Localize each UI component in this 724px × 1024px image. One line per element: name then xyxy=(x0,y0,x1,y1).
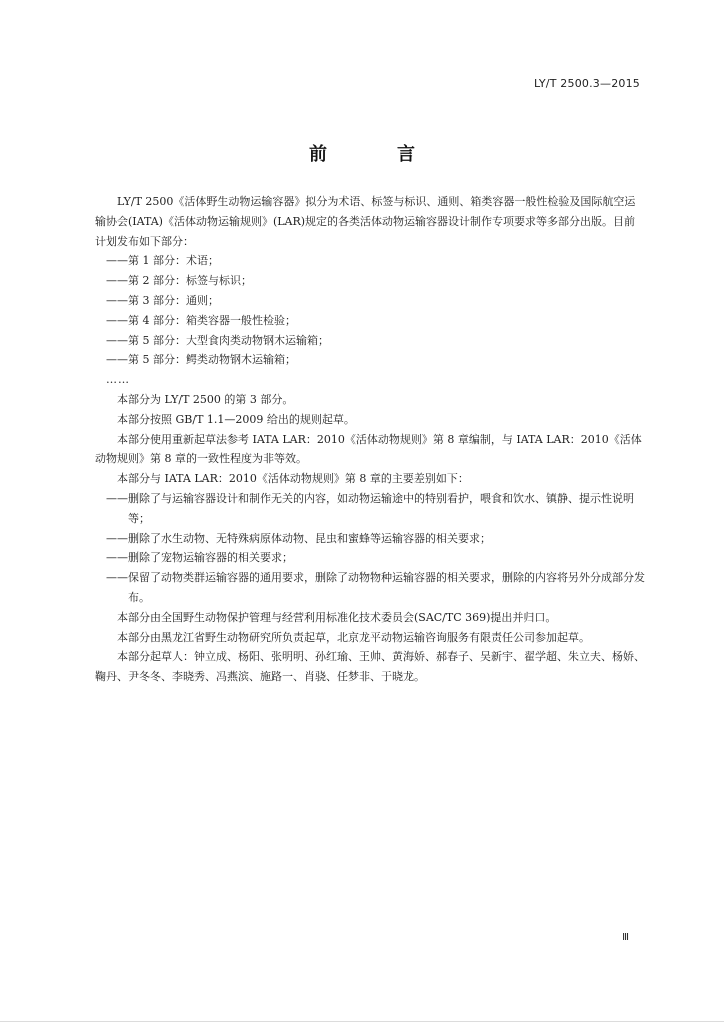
difference-list-item: ——保留了动物类群运输容器的通用要求，删除了动物物种运输容器的相关要求，删除的内容将另外分成部分发布。 xyxy=(106,571,645,604)
part-list-item: ——第 1 部分：术语； xyxy=(106,254,219,268)
document-body xyxy=(95,192,645,687)
intro-paragraph: LY/T 2500《活体野生动物运输容器》拟分为术语、标签与标识、通则、箱类容器一般性检验及国际航空运输协会(IATA)《活体动物运输规则》(LAR)规定的各类活体动物运输容器设计制作专项要求等多部分出版。目前计划发布如下部分： xyxy=(95,195,636,248)
footer-divider xyxy=(0,1021,724,1022)
ellipsis: …… xyxy=(106,373,130,387)
body-paragraph: 本部分由全国野生动物保护管理与经营利用标准化技术委员会(SAC/TC 369)提出并归口。 xyxy=(117,610,557,624)
page-title: 前 言 xyxy=(309,144,441,165)
part-list-item: ——第 5 部分：鳄类动物钢木运输箱； xyxy=(106,353,296,367)
body-paragraph: 本部分与 IATA LAR：2010《活体动物规则》第 8 章的主要差别如下： xyxy=(117,472,469,486)
page-number: Ⅲ xyxy=(622,932,629,943)
body-paragraph: 本部分使用重新起草法参考 IATA LAR：2010《活体动物规则》第 8 章编制，与 IATA LAR：2010《活体动物规则》第 8 章的一致性程度为非等效。 xyxy=(95,432,642,466)
standard-code: LY/T 2500.3—2015 xyxy=(534,77,640,90)
drafters-paragraph: 本部分起草人：钟立成、杨阳、张明明、孙红瑜、王帅、黄海娇、郝春子、吴新宇、翟学超、朱立夫、杨娇、鞠丹、尹冬冬、李晓秀、冯燕滨、施路一、肖骁、任梦非、于晓龙。 xyxy=(95,650,645,684)
part-list-item: ——第 4 部分：箱类容器一般性检验； xyxy=(106,313,296,327)
part-list-item: ——第 2 部分：标签与标识； xyxy=(106,274,252,288)
body-paragraph: 本部分按照 GB/T 1.1—2009 给出的规则起草。 xyxy=(117,412,355,426)
part-list-item: ——第 3 部分：通则； xyxy=(106,293,219,307)
part-list-item: ——第 5 部分：大型食肉类动物钢木运输箱； xyxy=(106,333,329,347)
difference-list-item: ——删除了水生动物、无特殊病原体动物、昆虫和蜜蜂等运输容器的相关要求； xyxy=(106,531,491,545)
body-paragraph: 本部分为 LY/T 2500 的第 3 部分。 xyxy=(117,392,294,406)
difference-list-item: ——删除了与运输容器设计和制作无关的内容，如动物运输途中的特别看护，喂食和饮水、镇静、提示性说明等； xyxy=(106,491,634,525)
difference-list-item: ——删除了宠物运输容器的相关要求； xyxy=(106,551,293,565)
body-paragraph: 本部分由黑龙江省野生动物研究所负责起草，北京龙平动物运输咨询服务有限责任公司参加起草。 xyxy=(117,630,590,644)
